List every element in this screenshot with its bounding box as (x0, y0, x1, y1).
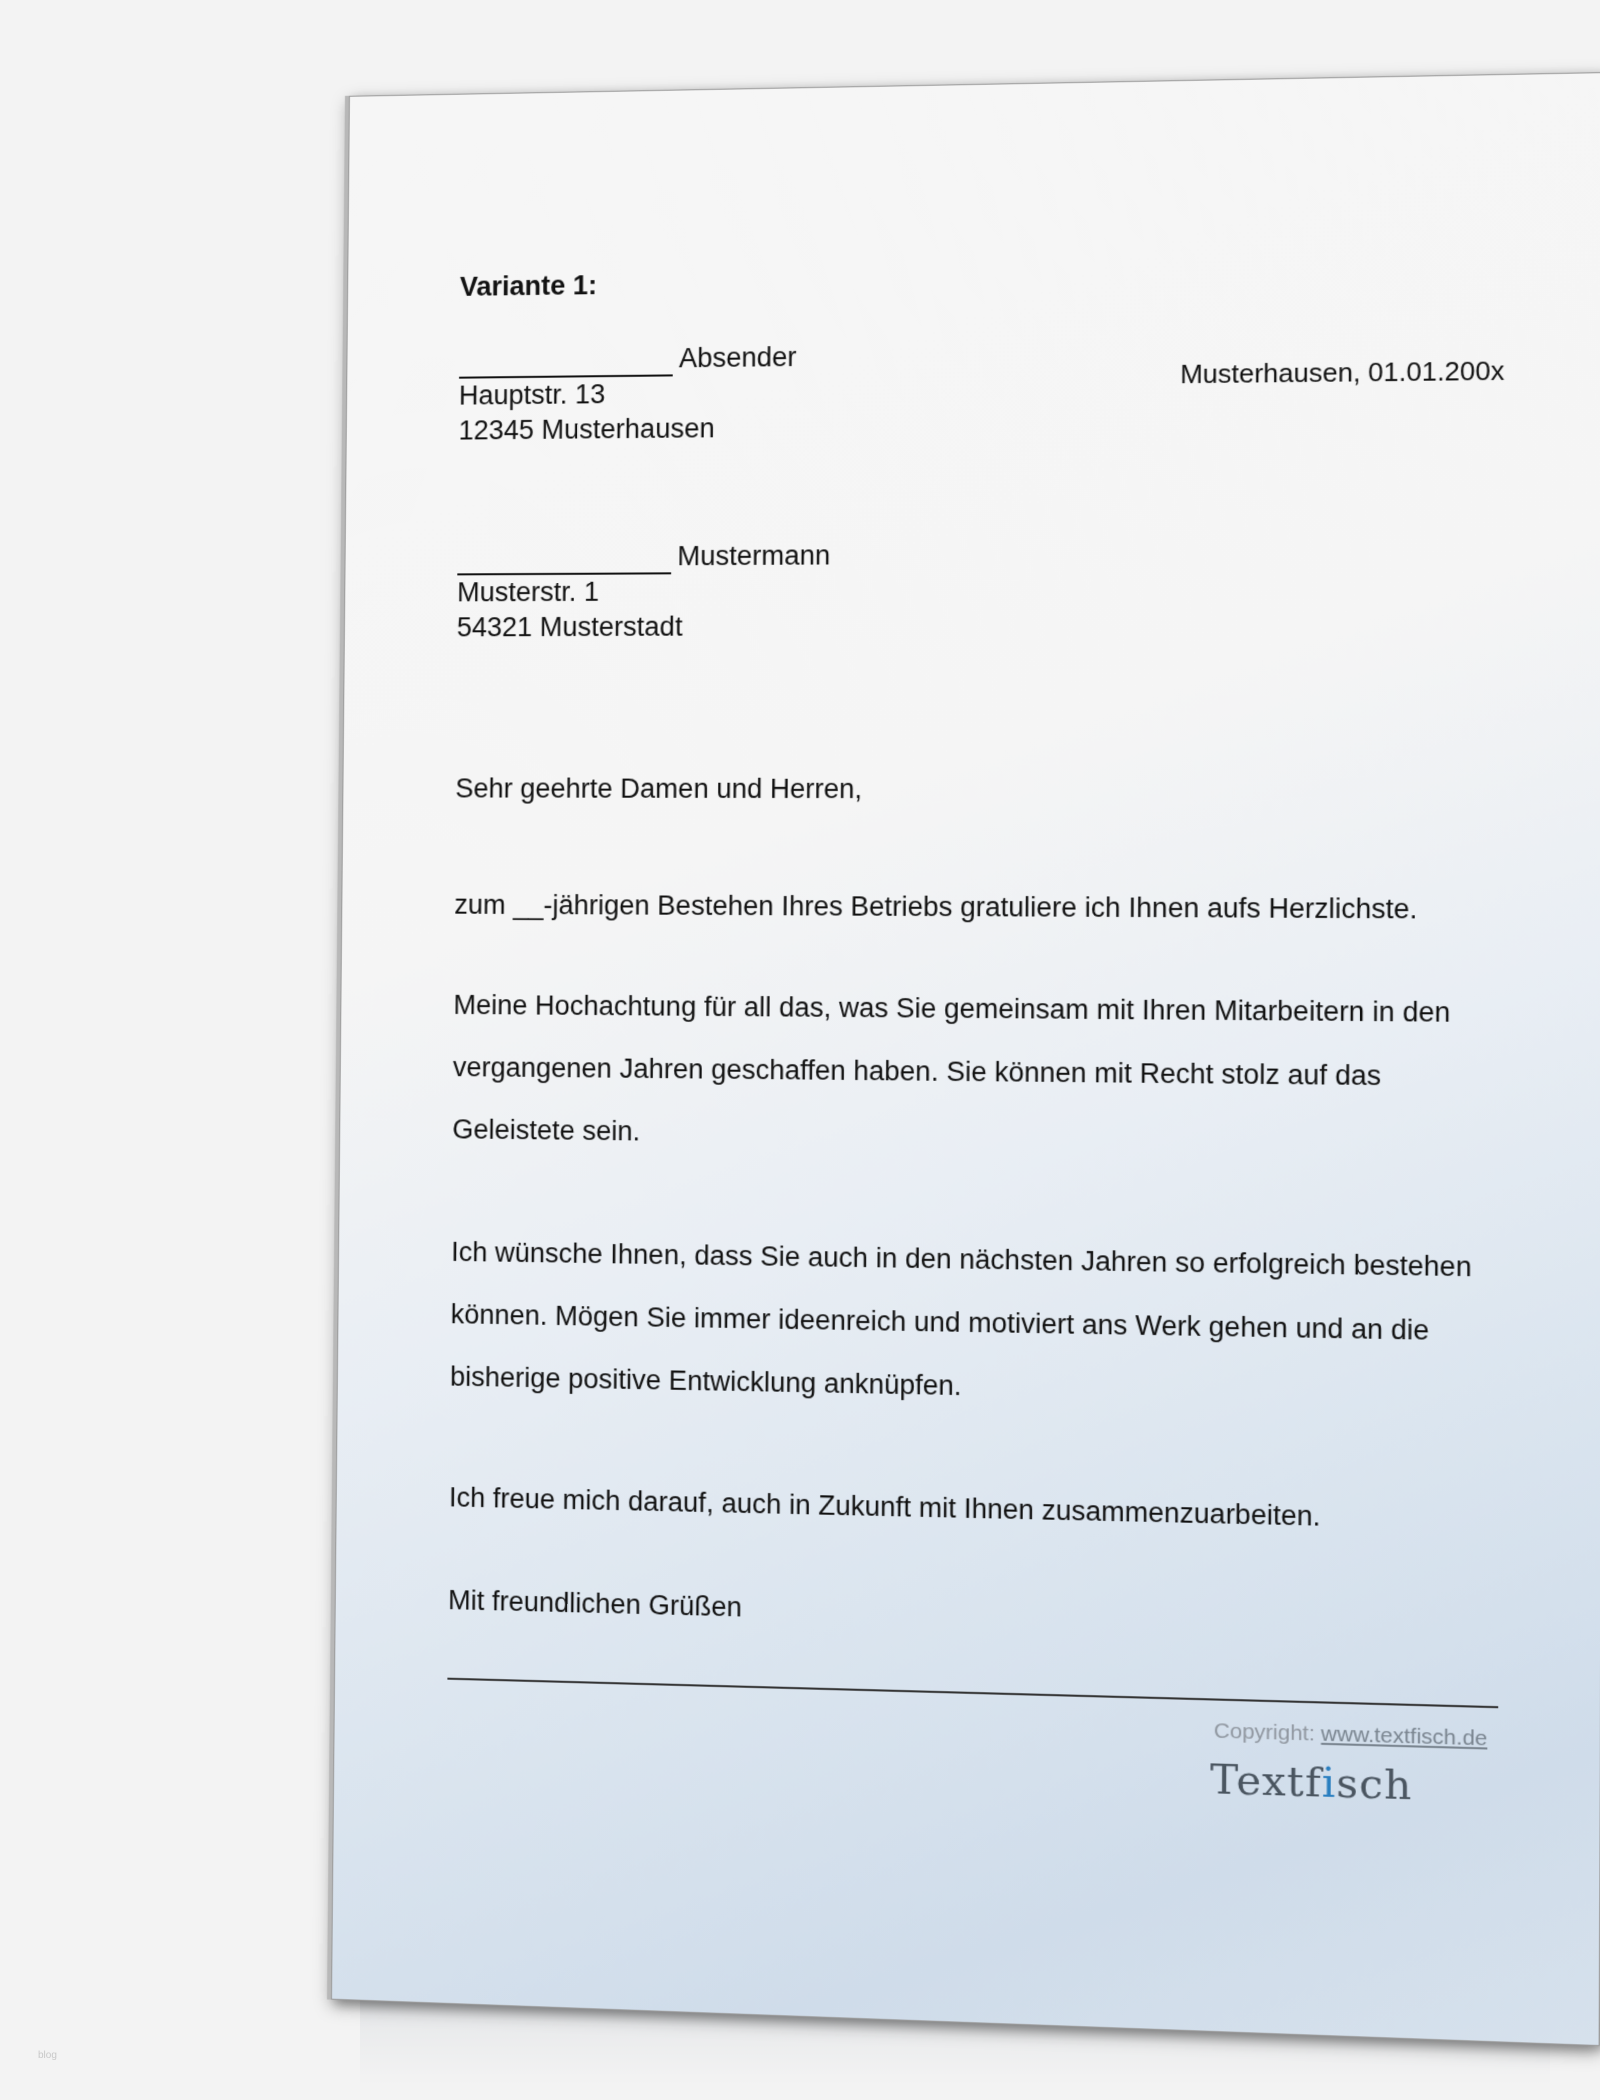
paragraph-congratulation: zum __-jährigen Bestehen Ihres Betriebs gratuliere ich Ihnen aufs Herzlichste. (454, 889, 1418, 925)
recipient-street: Musterstr. 1 (457, 576, 600, 608)
sender-city: 12345 Musterhausen (458, 413, 715, 446)
letter-page (331, 72, 1600, 2046)
closing-phrase: Mit freundlichen Grüßen (447, 1584, 743, 1623)
date-line: Musterhausen, 01.01.200x (1179, 355, 1505, 390)
copyright-notice (1214, 1719, 1488, 1752)
logo-text-end: sch (1336, 1759, 1413, 1810)
paragraph-future: Ich freue mich darauf, auch in Zukunft mit Ihnen zusammenzuarbeiten. (448, 1482, 1321, 1532)
letter-body (444, 75, 1505, 2041)
watermark-text: blog (38, 2050, 57, 2061)
recipient-city: 54321 Musterstadt (456, 611, 683, 643)
copyright-label: Copyright: (1213, 1719, 1315, 1746)
fish-icon: i (1321, 1759, 1337, 1808)
recipient-blank-line (457, 546, 671, 575)
sender-street: Hauptstr. 13 (458, 379, 606, 411)
signature-line (447, 1678, 1498, 1709)
recipient-name-label: Mustermann (677, 540, 831, 572)
sender-address (458, 340, 796, 449)
textfisch-logo (1210, 1756, 1413, 1810)
sender-name-label: Absender (678, 341, 797, 374)
logo-text-start: Textf (1210, 1756, 1322, 1807)
copyright-link[interactable]: www.textfisch.de (1320, 1722, 1488, 1751)
paragraph-appreciation: Meine Hochachtung für all das, was Sie gemeinsam mit Ihren Mitarbeitern in den vergangenen Jahren geschaffen haben. Sie können mit Recht stolz auf das Geleistete sein. (452, 989, 1451, 1147)
sender-blank-line (459, 348, 673, 378)
variant-heading: Variante 1: (459, 270, 598, 302)
paragraph-wishes: Ich wünsche Ihnen, dass Sie auch in den nächsten Jahren so erfolgreich bestehen können. Mögen Sie immer ideenreich und motiviert ans Werk gehen und an die bisherige positive Entwicklung anknüpfen. (449, 1236, 1472, 1402)
salutation: Sehr geehrte Damen und Herren, (455, 773, 863, 805)
recipient-address (457, 538, 831, 645)
